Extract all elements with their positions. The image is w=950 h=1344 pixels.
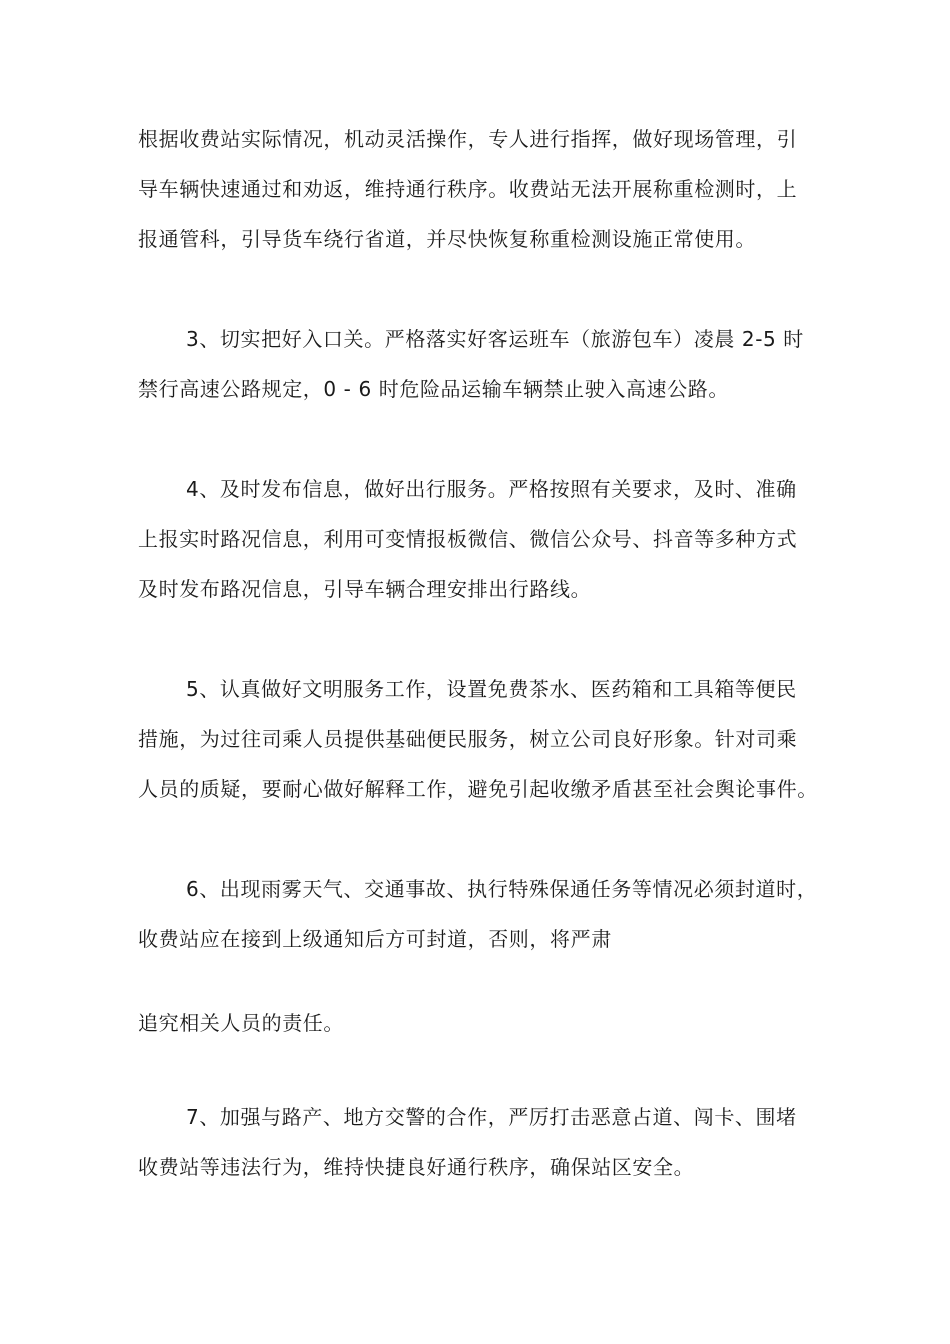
paragraph-line: 上报实时路况信息，利用可变情报板微信、微信公众号、抖音等多种方式 bbox=[138, 527, 798, 551]
paragraph-line: 追究相关人员的责任。 bbox=[138, 1011, 344, 1035]
paragraph-line: 人员的质疑，要耐心做好解释工作，避免引起收缴矛盾甚至社会舆论事件。 bbox=[138, 777, 818, 801]
paragraph-line-first: 5、认真做好文明服务工作，设置免费茶水、医药箱和工具箱等便民 bbox=[186, 677, 797, 701]
paragraph-line: 收费站等违法行为，维持快捷良好通行秩序，确保站区安全。 bbox=[138, 1155, 695, 1179]
paragraph-line-first: 6、出现雨雾天气、交通事故、执行特殊保通任务等情况必须封道时， bbox=[186, 877, 818, 901]
paragraph-line-first: 3、切实把好入口关。严格落实好客运班车（旅游包车）凌晨 2-5 时 bbox=[186, 327, 804, 351]
paragraph-line: 及时发布路况信息，引导车辆合理安排出行路线。 bbox=[138, 577, 592, 601]
paragraph-line: 收费站应在接到上级通知后方可封道，否则，将严肃 bbox=[138, 927, 612, 951]
paragraph-line: 导车辆快速通过和劝返，维持通行秩序。收费站无法开展称重检测时，上 bbox=[138, 177, 798, 201]
paragraph-line: 根据收费站实际情况，机动灵活操作，专人进行指挥，做好现场管理，引 bbox=[138, 127, 798, 151]
paragraph-line-first: 7、加强与路产、地方交警的合作，严厉打击恶意占道、闯卡、围堵 bbox=[186, 1105, 797, 1129]
paragraph-line-first: 4、及时发布信息，做好出行服务。严格按照有关要求，及时、准确 bbox=[186, 477, 797, 501]
paragraph-line: 禁行高速公路规定，0 - 6 时危险品运输车辆禁止驶入高速公路。 bbox=[138, 377, 729, 401]
paragraph-line: 措施，为过往司乘人员提供基础便民服务，树立公司良好形象。针对司乘 bbox=[138, 727, 798, 751]
paragraph-line: 报通管科，引导货车绕行省道，并尽快恢复称重检测设施正常使用。 bbox=[138, 227, 756, 251]
